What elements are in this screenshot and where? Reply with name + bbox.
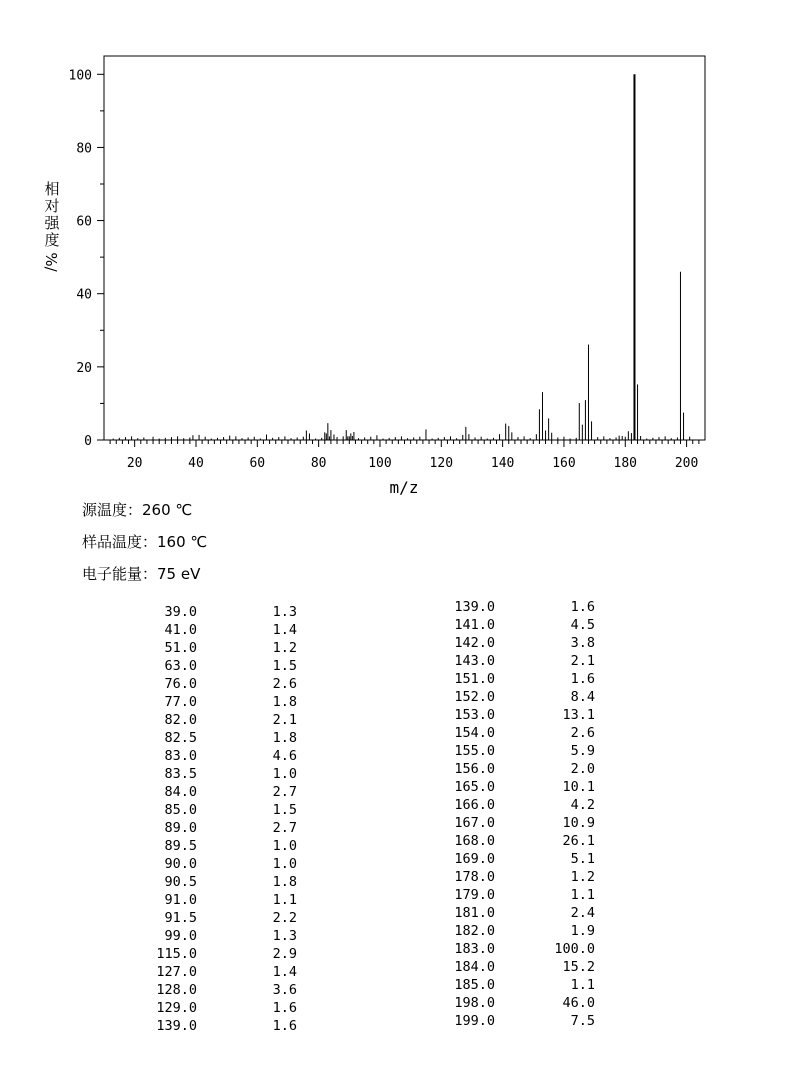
table-row [120,873,310,891]
peak-intensity: 2.4 [570,905,595,921]
x-tick-label: 160 [552,456,576,471]
peak-intensity: 1.4 [272,964,297,980]
peak-mz: 127.0 [156,964,197,980]
table-row [420,1012,610,1030]
peak-mz: 179.0 [454,887,495,903]
peak-intensity: 100.0 [554,941,595,957]
table-row [120,657,310,675]
peak-mz: 167.0 [454,815,495,831]
table-row [420,688,610,706]
peak-intensity: 1.4 [272,622,297,638]
svg-text:相: 相 [44,180,60,198]
peak-mz: 82.5 [164,730,197,746]
peak-mz: 91.0 [164,892,197,908]
table-row [420,994,610,1012]
electron-energy: 电子能量：75 eV [82,565,201,583]
peak-intensity: 8.4 [570,689,595,705]
table-row [120,963,310,981]
peak-mz: 198.0 [454,995,495,1011]
y-tick-label: 100 [68,68,92,84]
peak-intensity: 2.0 [570,761,595,777]
table-row [420,706,610,724]
peak-intensity: 13.1 [562,707,595,723]
peak-intensity: 1.6 [570,671,595,687]
table-row [120,693,310,711]
table-row [120,855,310,873]
table-row [420,976,610,994]
peak-list-right [420,598,610,1030]
table-row [420,796,610,814]
peak-intensity: 7.5 [570,1013,595,1029]
table-row [420,652,610,670]
table-row [120,945,310,963]
peak-intensity: 1.1 [570,977,595,993]
peak-intensity: 1.6 [570,599,595,615]
x-tick-label: 120 [429,456,454,471]
table-row [120,819,310,837]
y-axis-ticks [69,68,104,449]
svg-text:对: 对 [44,197,60,215]
table-row [420,598,610,616]
table-row [420,904,610,922]
peak-intensity: 2.6 [272,676,297,692]
peak-intensity: 4.6 [272,748,297,764]
table-row [120,891,310,909]
peak-mz: 83.0 [164,748,197,764]
peak-intensity: 2.2 [272,910,297,926]
x-tick-label: 60 [249,456,266,471]
peak-intensity: 2.1 [570,653,595,669]
x-tick-label: 180 [613,456,638,471]
peak-intensity: 2.6 [570,725,595,741]
peak-mz: 39.0 [164,604,197,620]
x-tick-label: 40 [188,456,204,471]
table-row [420,814,610,832]
peak-intensity: 1.1 [272,892,297,908]
peak-mz: 166.0 [454,797,495,813]
table-row [120,801,310,819]
peak-mz: 115.0 [156,946,197,962]
table-row [420,724,610,742]
peak-intensity: 1.5 [272,658,297,674]
peak-mz: 41.0 [164,622,197,638]
peak-mz: 178.0 [454,869,495,885]
peak-mz: 183.0 [454,941,495,957]
peak-mz: 91.5 [164,910,197,926]
x-tick-label: 200 [674,456,699,471]
peak-intensity: 1.6 [272,1018,297,1034]
peak-mz: 152.0 [454,689,495,705]
x-tick-label: 100 [368,456,392,471]
peak-intensity: 4.2 [570,797,595,813]
y-tick-label: 20 [76,360,92,376]
x-tick-label: 80 [310,456,327,471]
peak-intensity: 2.9 [272,946,297,962]
peak-mz: 99.0 [164,928,197,944]
table-row [120,603,310,621]
table-row [420,742,610,760]
y-tick-label: 0 [84,434,92,449]
table-row [420,670,610,688]
table-row [120,747,310,765]
peak-mz: 165.0 [454,779,495,795]
peak-mz: 128.0 [156,982,197,998]
peak-mz: 168.0 [454,833,495,849]
peak-intensity: 1.9 [570,923,595,939]
table-row [120,729,310,747]
table-row [120,675,310,693]
peak-intensity: 1.0 [272,766,297,782]
peak-intensity: 3.6 [272,982,297,998]
peak-intensity: 46.0 [562,995,595,1011]
peak-mz: 156.0 [454,761,495,777]
peak-intensity: 2.7 [272,784,297,800]
mass-spectrum-chart [0,0,794,500]
peak-mz: 151.0 [454,671,495,687]
baseline-noise [113,436,689,440]
peak-mz: 77.0 [164,694,197,710]
peak-intensity: 1.3 [272,928,297,944]
peak-intensity: 1.0 [272,838,297,854]
peak-intensity: 1.2 [570,869,595,885]
peak-intensity: 1.2 [272,640,297,656]
peak-intensity: 1.8 [272,694,297,710]
peak-intensity: 1.0 [272,856,297,872]
y-tick-label: 40 [76,287,92,303]
peak-intensity: 26.1 [562,833,595,849]
table-row [120,711,310,729]
peak-mz: 83.5 [164,766,197,782]
x-axis-title: m/z [389,478,419,497]
peak-intensity: 2.7 [272,820,297,836]
table-row [420,868,610,886]
peak-intensity: 1.6 [272,1000,297,1016]
peak-mz: 199.0 [454,1013,495,1029]
peak-intensity: 1.5 [272,802,297,818]
peak-mz: 153.0 [454,707,495,723]
peak-mz: 169.0 [454,851,495,867]
table-row [120,837,310,855]
x-tick-label: 20 [126,456,143,471]
peak-intensity: 1.1 [570,887,595,903]
svg-text:%/: %/ [42,252,60,272]
y-tick-label: 60 [76,214,92,230]
peak-mz: 181.0 [454,905,495,921]
peak-mz: 142.0 [454,635,495,651]
table-row [120,927,310,945]
peak-mz: 139.0 [454,599,495,615]
peak-mz: 82.0 [164,712,197,728]
peak-mz: 85.0 [164,802,197,818]
table-row [420,940,610,958]
peak-intensity: 1.8 [272,730,297,746]
peak-intensity: 5.1 [570,851,595,867]
peak-intensity: 3.8 [570,635,595,651]
table-row [120,981,310,999]
table-row [120,765,310,783]
table-row [420,778,610,796]
table-row [120,909,310,927]
sample-temperature: 样品温度：160 ℃ [82,533,208,551]
plot-frame [104,56,705,440]
peak-mz: 141.0 [454,617,495,633]
peak-mz: 154.0 [454,725,495,741]
y-axis-title [42,180,60,273]
peak-intensity: 1.8 [272,874,297,890]
x-axis-ticks [110,440,699,471]
y-tick-label: 80 [76,141,92,157]
peak-mz: 76.0 [164,676,197,692]
peak-intensity: 15.2 [562,959,595,975]
peak-bars [193,74,684,440]
peak-intensity: 5.9 [570,743,595,759]
peak-mz: 184.0 [454,959,495,975]
peak-mz: 182.0 [454,923,495,939]
table-row [120,621,310,639]
table-row [120,1017,310,1035]
peak-mz: 129.0 [156,1000,197,1016]
peak-mz: 155.0 [454,743,495,759]
peak-list-left [120,603,310,1035]
svg-text:强: 强 [44,214,60,232]
table-row [120,783,310,801]
table-row [420,832,610,850]
peak-mz: 63.0 [164,658,197,674]
table-row [420,634,610,652]
peak-mz: 84.0 [164,784,197,800]
table-row [420,922,610,940]
peak-mz: 90.5 [164,874,197,890]
peak-intensity: 2.1 [272,712,297,728]
source-temperature: 源温度：260 ℃ [82,501,193,519]
table-row [420,616,610,634]
peak-mz: 185.0 [454,977,495,993]
peak-intensity: 4.5 [570,617,595,633]
peak-intensity: 1.3 [272,604,297,620]
peak-mz: 89.5 [164,838,197,854]
table-row [420,886,610,904]
peak-mz: 51.0 [164,640,197,656]
peak-mz: 143.0 [454,653,495,669]
table-row [120,639,310,657]
table-row [420,958,610,976]
x-tick-label: 140 [490,456,515,471]
peak-intensity: 10.9 [562,815,595,831]
table-row [420,760,610,778]
svg-text:度: 度 [44,231,60,249]
table-row [120,999,310,1017]
peak-mz: 89.0 [164,820,197,836]
peak-mz: 139.0 [156,1018,197,1034]
table-row [420,850,610,868]
peak-intensity: 10.1 [562,779,595,795]
peak-mz: 90.0 [164,856,197,872]
